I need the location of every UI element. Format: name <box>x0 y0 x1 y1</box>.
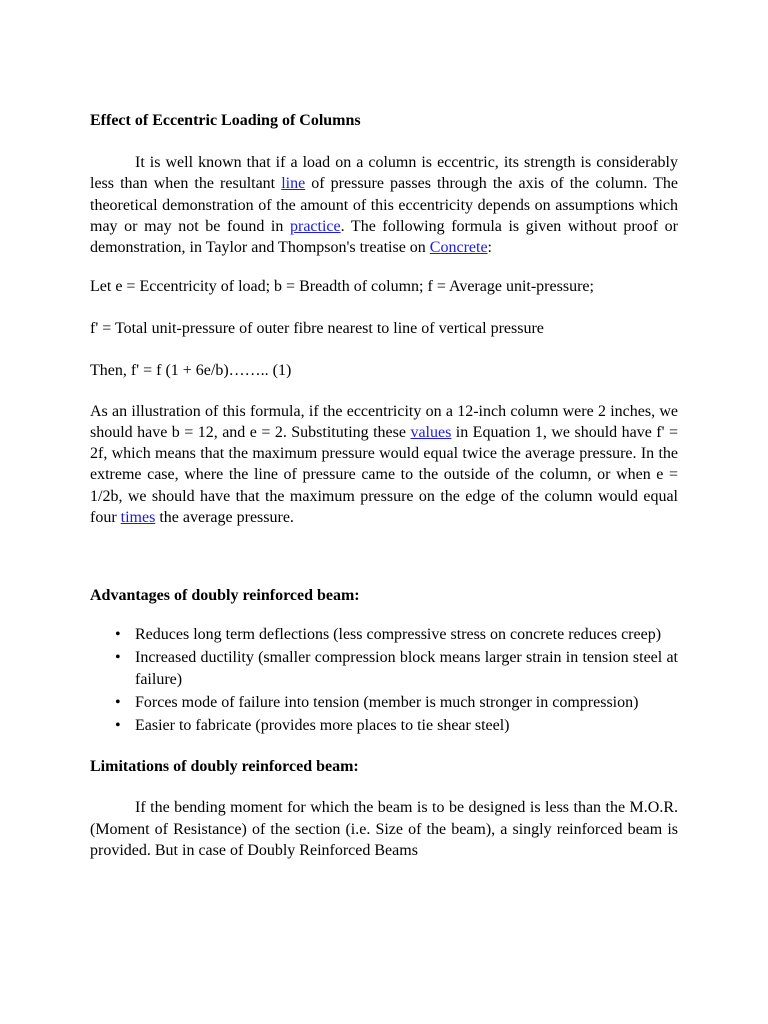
document-page <box>90 110 678 861</box>
paragraph-text: : <box>487 239 492 257</box>
link-values[interactable]: values <box>410 424 452 442</box>
section-title-eccentric-loading: Effect of Eccentric Loading of Columns <box>90 112 361 129</box>
paragraph-text: . The following formula is given without proof or demonstration, in Taylor and Thompson's treatise on <box>90 217 678 257</box>
list-item-text: Increased ductility (smaller compression block means larger strain in tension steel at failure) <box>135 649 678 688</box>
list-item-text: Forces mode of failure into tension (member is much stronger in compression) <box>135 693 639 711</box>
list-item <box>90 624 678 645</box>
list-item <box>90 692 678 713</box>
bullet-icon: • <box>115 717 121 735</box>
paragraph-text: of pressure passes through the axis of the column. The theoretical demonstration of the amount of this eccentricity depends on assumptions which may or may not be found in <box>90 175 678 235</box>
link-line[interactable]: line <box>281 175 306 193</box>
definition-line-let: Let e = Eccentricity of load; b = Breadth of column; f = Average unit-pressure; <box>90 278 594 296</box>
bullet-icon: • <box>115 626 121 644</box>
list-item-text: Easier to fabricate (provides more places to tie shear steel) <box>135 717 510 735</box>
list-item <box>90 647 678 689</box>
list-item <box>90 715 678 736</box>
paragraph-illustration <box>90 401 678 528</box>
paragraph-limitations: If the bending moment for which the beam is to be designed is less than the M.O.R. (Moment of Resistance) of the section (i.e. Size of the beam), a singly reinforced beam is provided. But in case of Doubly Reinforced Beams <box>90 799 678 859</box>
link-times[interactable]: times <box>120 508 156 526</box>
link-practice[interactable]: practice <box>289 217 341 235</box>
advantages-list <box>90 624 678 736</box>
link-concrete[interactable]: Concrete <box>429 239 488 257</box>
definition-line-fprime: f' = Total unit-pressure of outer fibre nearest to line of vertical pressure <box>90 320 544 338</box>
bullet-icon: • <box>115 649 121 667</box>
paragraph-eccentric-intro <box>90 152 678 258</box>
paragraph-text: As an illustration of this formula, if the eccentricity on a 12-inch column were 2 inches, we should have b = 12, and e = 2. Substituting these <box>90 402 678 442</box>
section-title-advantages: Advantages of doubly reinforced beam: <box>90 587 360 605</box>
bullet-icon: • <box>115 693 121 711</box>
list-item-text: Reduces long term deflections (less compressive stress on concrete reduces creep) <box>135 626 662 644</box>
paragraph-text: It is well known that if a load on a column is eccentric, its strength is considerably less than when the resultant <box>90 154 678 193</box>
paragraph-text: in Equation 1, we should have f' = 2f, which means that the maximum pressure would equal twice the average pressure. In the extreme case, where the line of pressure came to the outside of the column, or when e = 1/2b, we should have that the maximum pressure on the edge of the column would equal four <box>90 424 678 526</box>
paragraph-text: the average pressure. <box>155 508 294 526</box>
section-title-limitations: Limitations of doubly reinforced beam: <box>90 758 359 776</box>
formula-line: Then, f' = f (1 + 6e/b)…….. (1) <box>90 361 292 379</box>
